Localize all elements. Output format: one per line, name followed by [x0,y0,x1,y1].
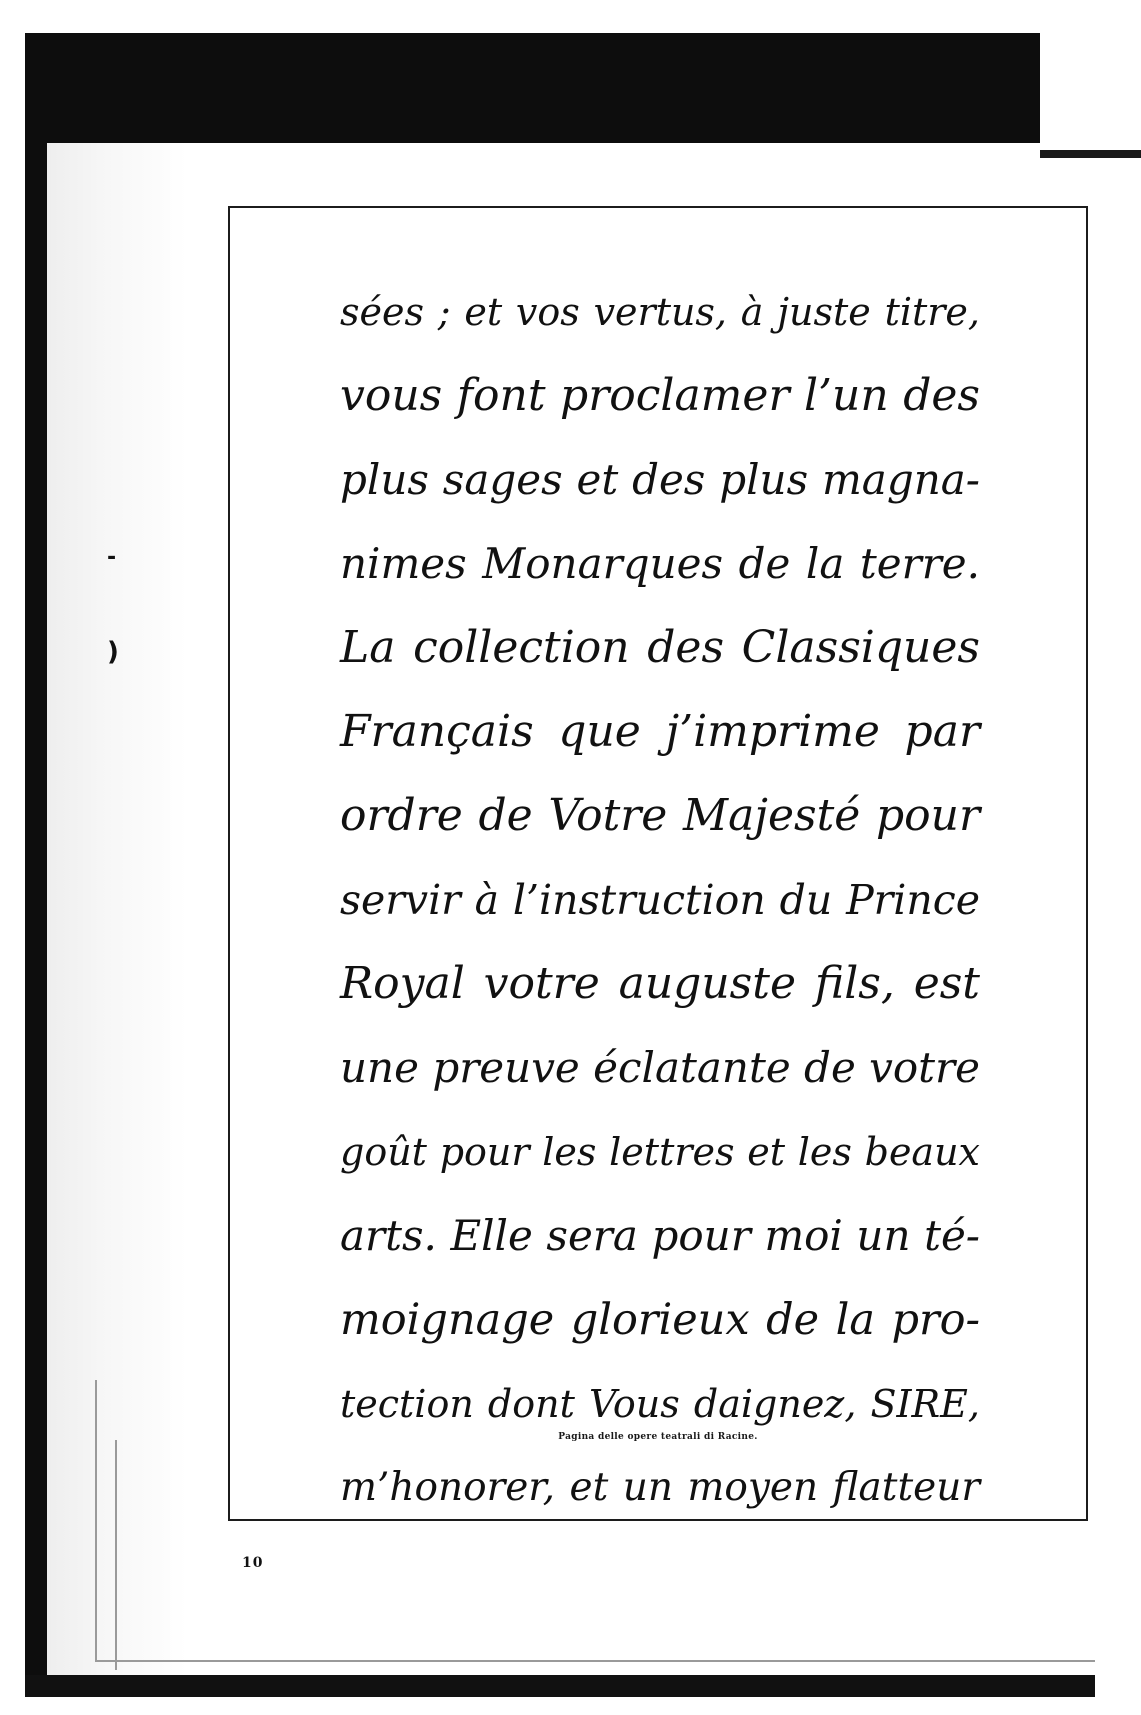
text-line: ordre de Votre Majesté pour [340,790,980,841]
scan-border-top [45,33,1040,143]
text-line: goût pour les lettres et les beaux [340,1130,980,1174]
page-number: 10 [242,1555,264,1571]
text-line: vous font proclamer l’un des [340,370,980,421]
text-line: sées ; et vos vertus, à juste titre, [340,290,980,334]
page-stack-edge [95,1660,1095,1662]
text-line: une preuve éclatante de votre [340,1043,980,1092]
text-line: moignage glorieux de la pro- [340,1295,980,1345]
margin-mark: ) [107,637,119,667]
scan-border-top-edge [1040,150,1141,158]
text-line: nimes Monarques de la terre. [340,539,980,588]
page-stack-edge [115,1440,117,1670]
text-line: Royal votre auguste fils, est [340,958,980,1009]
text-line: tection dont Vous daignez, SIRE, [340,1382,980,1426]
scan-border-bottom [25,1675,1095,1697]
calligraphic-text-block [340,270,980,1530]
page-stack-edge [95,1380,97,1660]
text-line: m’honorer, et un moyen flatteur [340,1465,980,1510]
text-line: Français que j’imprime par [340,706,980,757]
margin-mark: - [107,545,117,570]
text-line: plus sages et des plus magna- [340,455,980,504]
text-line: arts. Elle sera pour moi un té- [340,1211,980,1260]
text-line: La collection des Classiques [340,622,980,673]
scan-border-left [25,33,47,1685]
text-line: servir à l’instruction du Prince [340,876,980,924]
plate-caption: Pagina delle opere teatrali di Racine. [558,1432,758,1442]
